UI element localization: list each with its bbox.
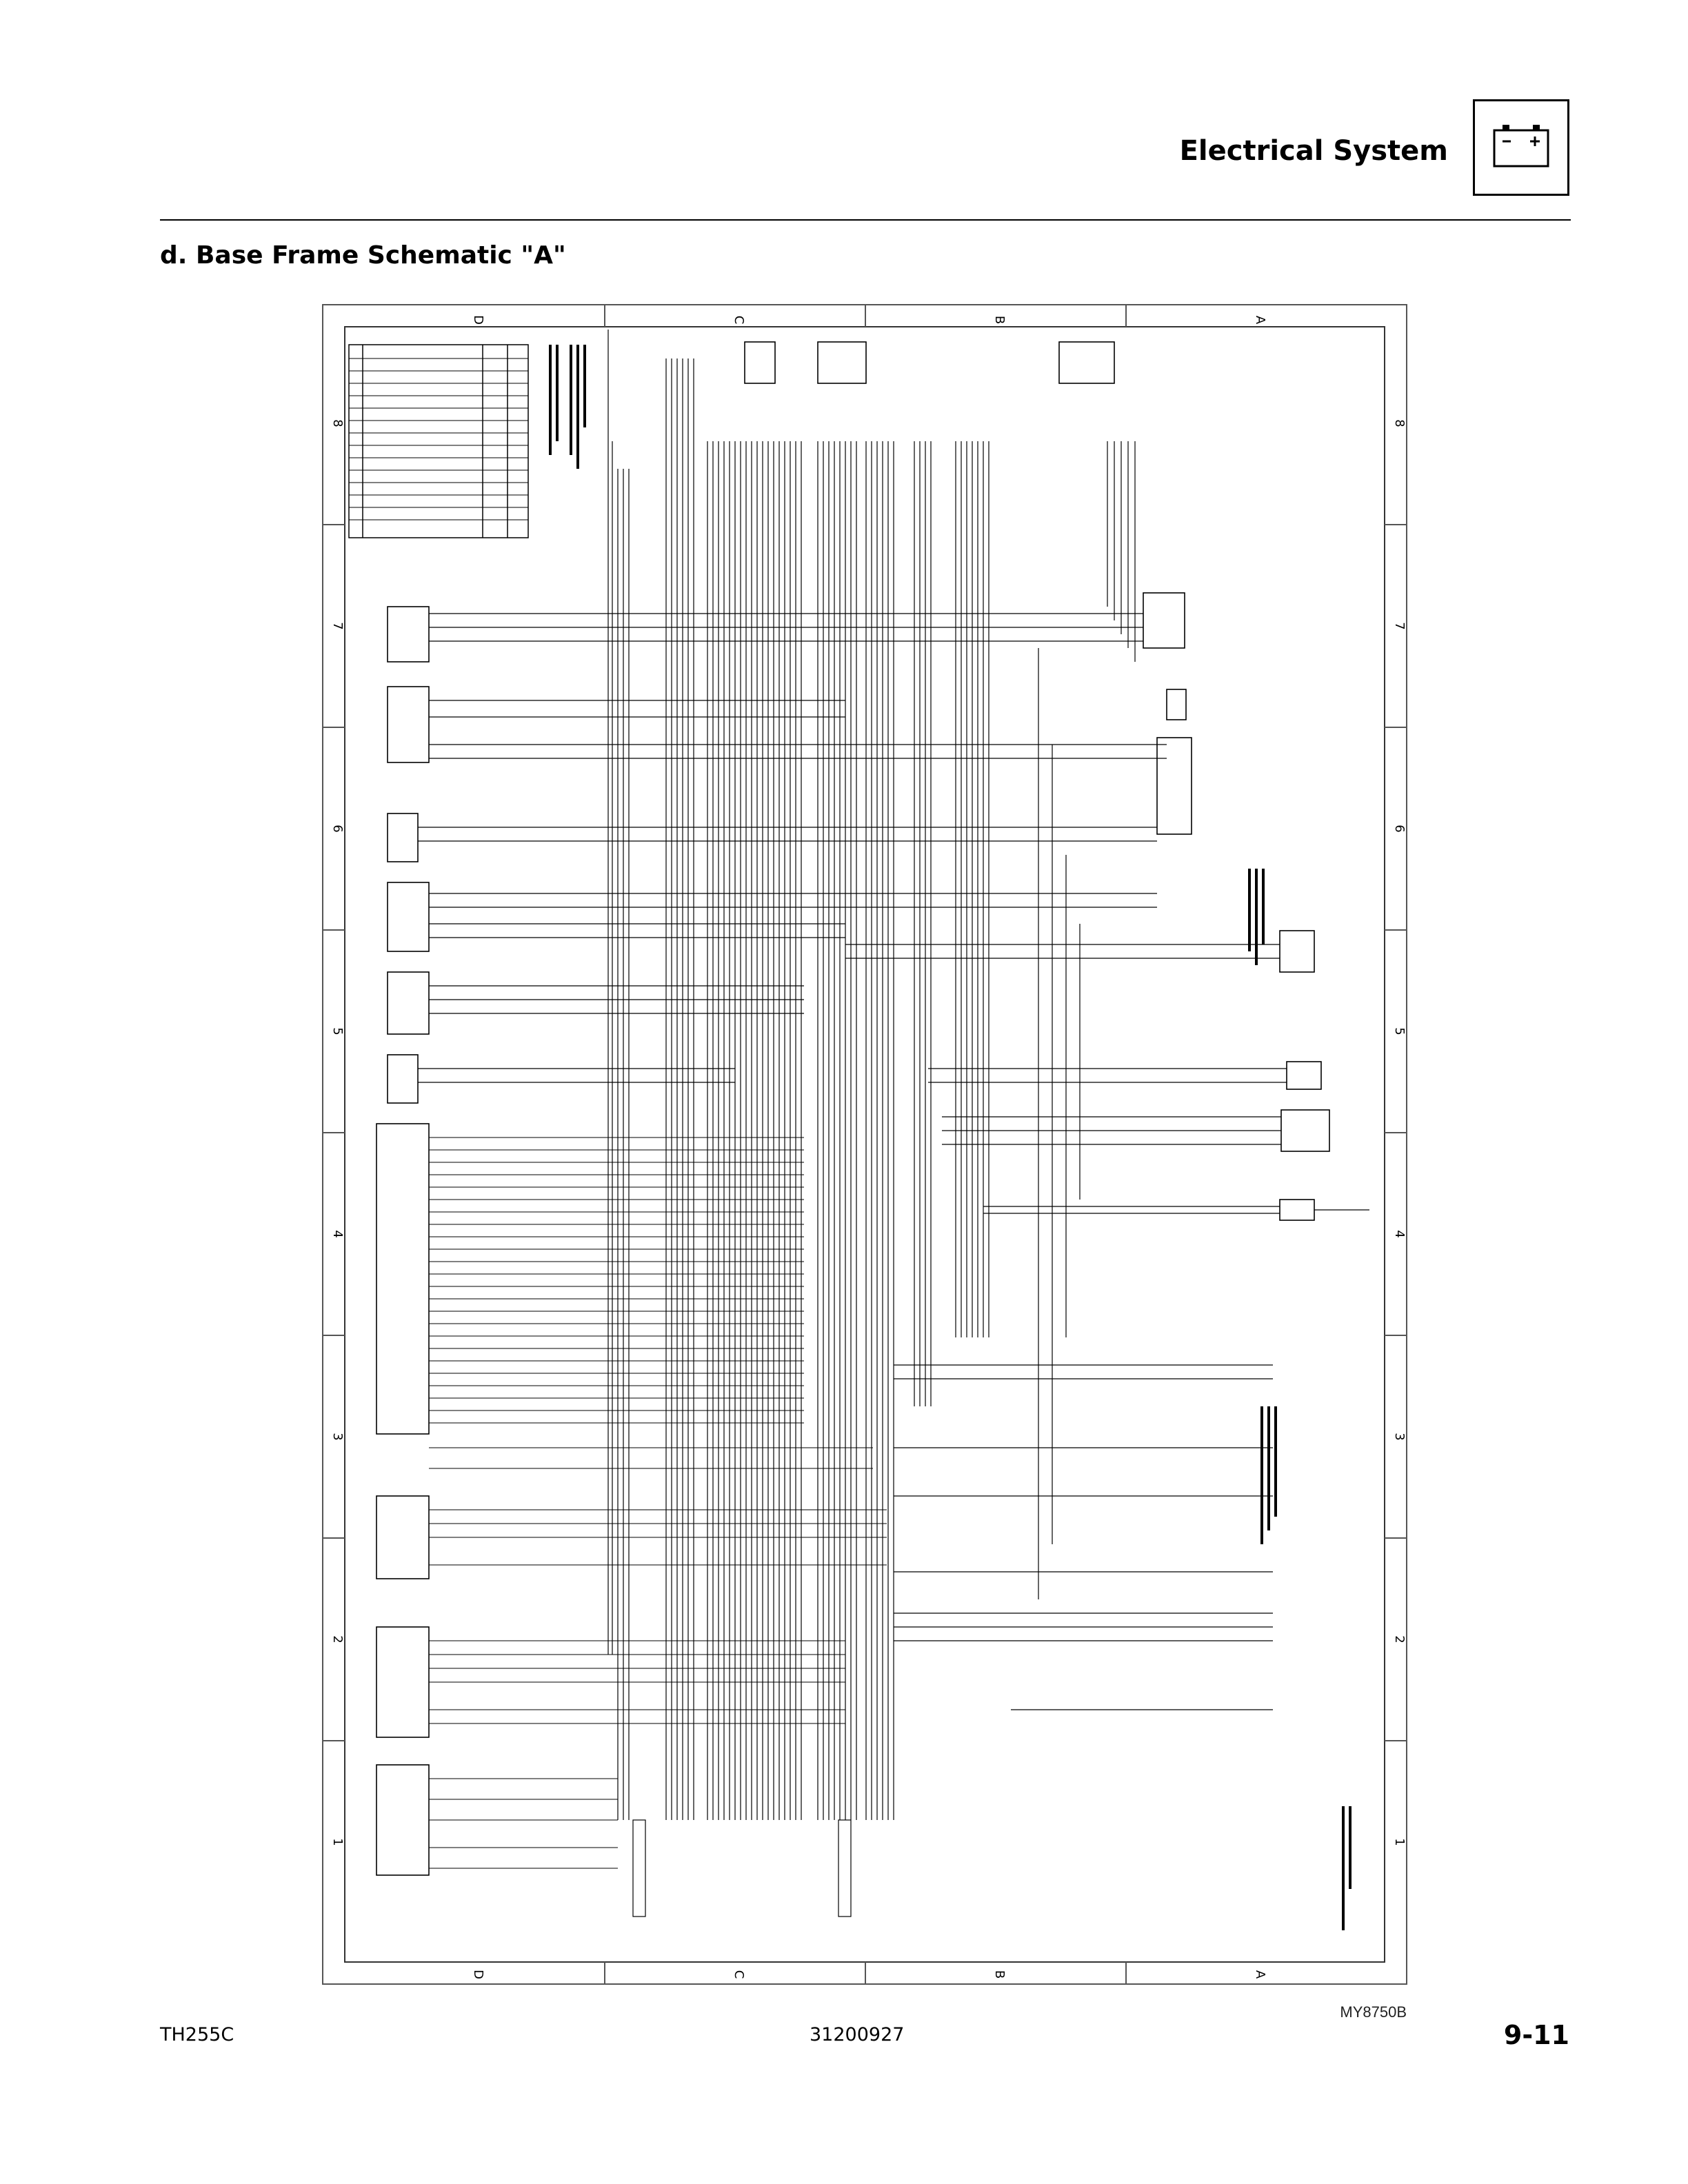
grid-number-right-3: 3: [1392, 1433, 1407, 1441]
bottom-connector: [633, 1820, 851, 1917]
schematic-diagram: [321, 303, 1408, 1985]
grid-letter-bottom-b: B: [992, 1970, 1007, 1979]
schematic-svg: [321, 303, 1408, 1985]
grid-number-right-6: 6: [1392, 825, 1407, 833]
grid-number-left-3: 3: [330, 1433, 345, 1441]
page-title: d. Base Frame Schematic "A": [160, 241, 566, 270]
grid-letter-top-a: A: [1253, 315, 1267, 325]
header-rule: [160, 219, 1571, 221]
footer-page-number: 9-11: [1503, 2020, 1569, 2050]
fuse-table-rows: [349, 358, 528, 520]
footer-model: TH255C: [160, 2024, 234, 2045]
grid-number-right-1: 1: [1392, 1838, 1407, 1846]
grid-letter-bottom-a: A: [1253, 1970, 1267, 1979]
section-header-title: Electrical System: [1179, 135, 1448, 167]
grid-letter-top-d: D: [471, 315, 485, 325]
right-components: [745, 342, 1329, 1220]
grid-number-left-2: 2: [330, 1635, 345, 1644]
grid-number-right-4: 4: [1392, 1230, 1407, 1238]
grid-number-left-1: 1: [330, 1838, 345, 1846]
harness-vertical-lines: [608, 330, 1135, 1820]
grid-letter-bottom-d: D: [471, 1970, 485, 1979]
grid-number-left-6: 6: [330, 825, 345, 833]
grid-letter-top-c: C: [732, 315, 746, 325]
battery-icon: [1473, 99, 1569, 196]
grid-number-right-8: 8: [1392, 419, 1407, 427]
grid-number-right-7: 7: [1392, 622, 1407, 630]
grid-number-left-7: 7: [330, 622, 345, 630]
notes-right: [1248, 869, 1352, 1930]
fuse-table: [349, 345, 528, 538]
left-components: [376, 607, 429, 1875]
grid-number-left-8: 8: [330, 419, 345, 427]
grid-letter-bottom-c: C: [732, 1970, 746, 1979]
diagram-reference-id: MY8750B: [1340, 2003, 1407, 2021]
grid-number-left-5: 5: [330, 1027, 345, 1035]
grid-number-right-2: 2: [1392, 1635, 1407, 1644]
notes-top: [549, 345, 586, 469]
grid-number-left-4: 4: [330, 1230, 345, 1238]
grid-letter-top-b: B: [992, 315, 1007, 325]
grid-number-right-5: 5: [1392, 1027, 1407, 1035]
right-lower-wires: [894, 1365, 1273, 1710]
footer-part-number: 31200927: [810, 2024, 905, 2045]
